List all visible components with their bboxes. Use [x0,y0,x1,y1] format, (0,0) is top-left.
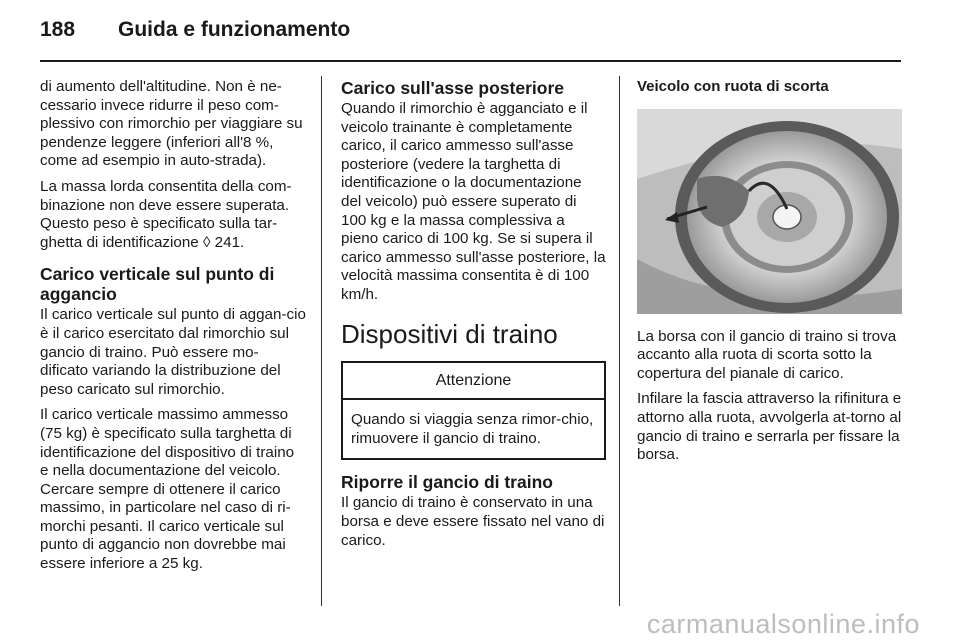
watermark-text: carmanualsonline.info [646,609,920,639]
paragraph: La borsa con il gancio di traino si trova accanto alla ruota di scorta sotto la copertura del pianale di carico. [637,327,897,382]
paragraph: Infilare la fascia attraverso la rifinitura e attorno alla ruota, avvolgerla at-torno al gancio di traino e serrarla per fissare la borsa. [637,390,902,464]
spare-wheel-illustration [637,109,902,314]
column-middle [341,78,606,557]
paragraph: La massa lorda consentita della com-binazione non deve essere superata. Questo peso è specificato sulla tar-ghetta di identificazione ◊ 241. [40,177,292,251]
paragraph: di aumento dell'altitudine. Non è ne-cessario invece ridurre il peso com-plessivo con rimorchio per viaggiare su pendenze leggere (inferiori all'8 %, come ad esempio in auto-strada). [40,78,303,170]
column-right [637,78,902,472]
chapter-title: Dispositivi di traino [341,318,558,349]
section-heading: Riporre il gancio di traino [341,472,553,493]
column-divider [321,76,322,606]
warning-title: Attenzione [343,363,604,401]
section-heading: Carico verticale sul punto di aggancio [40,264,275,305]
section-heading: Carico sull'asse posteriore [341,78,565,98]
column-left [40,78,306,581]
figure-caption: Veicolo con ruota di scorta [637,78,829,95]
paragraph: Il carico verticale massimo ammesso (75 kg) è specificato sulla targhetta di identificazione del dispositivo di traino e nella documentazione del veicolo. Cercare sempre di ottenere il carico massimo, in particolare nel caso di ri-morchi pesanti. Il carico verticale sul punto di aggancio non dovrebbe mai essere inferiore a 25 kg. [40,406,295,573]
warning-box [341,361,606,461]
warning-text: Quando si viaggia senza rimor-chio, rimuovere il gancio di traino. [351,411,594,447]
paragraph: Il carico verticale sul punto di aggan-cio è il carico esercitato dal rimorchio sul gancio di traino. Può essere mo-dificato variando la distribuzione del peso caricato sul rimorchio. [40,306,306,398]
page-number: 188 [40,18,76,41]
header-divider [40,60,901,62]
running-title: Guida e funzionamento [118,18,351,41]
column-divider [619,76,620,606]
paragraph: Quando il rimorchio è agganciato e il veicolo trainante è completamente carico, il carico ammesso sull'asse posteriore (vedere la targhetta di identificazione o la documentazione del veicolo) può essere superato di 100 kg e la massa complessiva a pieno carico di 100 kg. Se si supera il carico ammesso sull'asse posteriore, la velocità massima consentita è di 100 km/h. [341,100,606,303]
page-header [40,18,900,58]
paragraph: Il gancio di traino è conservato in una borsa e deve essere fissato nel vano di carico. [341,494,605,549]
